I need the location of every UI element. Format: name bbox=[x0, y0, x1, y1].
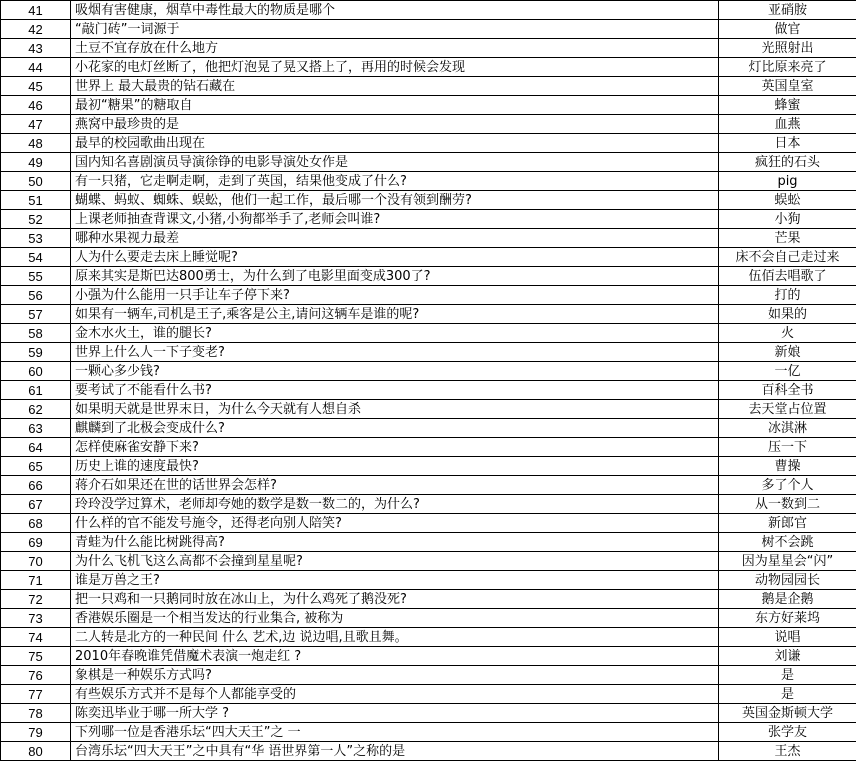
table-row bbox=[1, 134, 856, 153]
question-cell[interactable]: 如果明天就是世界末日，为什么今天就有人想自杀 bbox=[71, 400, 719, 419]
answer-cell[interactable]: 蜂蜜 bbox=[719, 96, 856, 115]
table-row bbox=[1, 305, 856, 324]
table-row bbox=[1, 96, 856, 115]
table-row bbox=[1, 362, 856, 381]
question-cell[interactable]: “敲门砖”一词源于 bbox=[71, 20, 719, 39]
row-number-cell[interactable]: 75 bbox=[1, 647, 71, 666]
question-cell[interactable]: 下列哪一位是香港乐坛“四大天王”之 一 bbox=[71, 723, 719, 742]
question-cell[interactable]: 2010年春晚谁凭借魔术表演一炮走红 ? bbox=[71, 647, 719, 666]
question-cell[interactable]: 谁是万兽之王? bbox=[71, 571, 719, 590]
table-row bbox=[1, 58, 856, 77]
answer-cell[interactable]: 疯狂的石头 bbox=[719, 153, 856, 172]
row-number-cell[interactable]: 41 bbox=[1, 1, 71, 20]
question-cell[interactable]: 一颗心多少钱? bbox=[71, 362, 719, 381]
answer-cell[interactable]: 压一下 bbox=[719, 438, 856, 457]
row-number-cell[interactable]: 66 bbox=[1, 476, 71, 495]
answer-cell[interactable]: 做官 bbox=[719, 20, 856, 39]
answer-cell[interactable]: 芒果 bbox=[719, 229, 856, 248]
table-row bbox=[1, 495, 856, 514]
row-number-cell[interactable]: 56 bbox=[1, 286, 71, 305]
answer-cell[interactable]: 如果的 bbox=[719, 305, 856, 324]
question-cell[interactable]: 吸烟有害健康，烟草中毒性最大的物质是哪个 bbox=[71, 1, 719, 20]
row-number-cell[interactable]: 48 bbox=[1, 134, 71, 153]
answer-cell[interactable]: 张学友 bbox=[719, 723, 856, 742]
question-cell[interactable]: 蝴蝶、蚂蚁、蜘蛛、蜈蚣，他们一起工作，最后哪一个没有领到酬劳? bbox=[71, 191, 719, 210]
table-row bbox=[1, 609, 856, 628]
table-row bbox=[1, 400, 856, 419]
row-number-cell[interactable]: 47 bbox=[1, 115, 71, 134]
table-row bbox=[1, 590, 856, 609]
answer-cell[interactable]: 冰淇淋 bbox=[719, 419, 856, 438]
row-number-cell[interactable]: 52 bbox=[1, 210, 71, 229]
answer-cell[interactable]: 王杰 bbox=[719, 742, 856, 761]
table-row bbox=[1, 267, 856, 286]
row-number-cell[interactable]: 50 bbox=[1, 172, 71, 191]
question-cell[interactable]: 土豆不宜存放在什么地方 bbox=[71, 39, 719, 58]
question-cell[interactable]: 二人转是北方的一种民间 什么 艺术,边 说边唱,且歌且舞。 bbox=[71, 628, 719, 647]
row-number-cell[interactable]: 44 bbox=[1, 58, 71, 77]
question-cell[interactable]: 燕窝中最珍贵的是 bbox=[71, 115, 719, 134]
table-row bbox=[1, 191, 856, 210]
answer-cell[interactable]: 新郎官 bbox=[719, 514, 856, 533]
answer-cell[interactable]: 一亿 bbox=[719, 362, 856, 381]
table-row bbox=[1, 286, 856, 305]
question-cell[interactable]: 小强为什么能用一只手让车子停下来? bbox=[71, 286, 719, 305]
question-cell[interactable]: 青蛙为什么能比树跳得高? bbox=[71, 533, 719, 552]
answer-cell[interactable]: 动物园园长 bbox=[719, 571, 856, 590]
answer-cell[interactable]: 是 bbox=[719, 685, 856, 704]
row-number-cell[interactable]: 73 bbox=[1, 609, 71, 628]
answer-cell[interactable]: 小狗 bbox=[719, 210, 856, 229]
row-number-cell[interactable]: 77 bbox=[1, 685, 71, 704]
question-cell[interactable]: 最早的校园歌曲出现在 bbox=[71, 134, 719, 153]
table-row bbox=[1, 115, 856, 134]
row-number-cell[interactable]: 79 bbox=[1, 723, 71, 742]
row-number-cell[interactable]: 74 bbox=[1, 628, 71, 647]
answer-cell[interactable]: 光照射出 bbox=[719, 39, 856, 58]
question-cell[interactable]: 象棋是一种娱乐方式吗? bbox=[71, 666, 719, 685]
answer-cell[interactable]: 英国金斯顿大学 bbox=[719, 704, 856, 723]
row-number-cell[interactable]: 71 bbox=[1, 571, 71, 590]
answer-cell[interactable]: 树不会跳 bbox=[719, 533, 856, 552]
answer-cell[interactable]: 百科全书 bbox=[719, 381, 856, 400]
question-cell[interactable]: 台湾乐坛“四大天王”之中具有“华 语世界第一人”之称的是 bbox=[71, 742, 719, 761]
question-cell[interactable]: 要考试了不能看什么书? bbox=[71, 381, 719, 400]
question-cell[interactable]: 小花家的电灯丝断了，他把灯泡晃了晃又搭上了，再用的时候会发现 bbox=[71, 58, 719, 77]
row-number-cell[interactable]: 64 bbox=[1, 438, 71, 457]
answer-cell[interactable]: 日本 bbox=[719, 134, 856, 153]
question-cell[interactable]: 金木水火土，谁的腿长? bbox=[71, 324, 719, 343]
row-number-cell[interactable]: 69 bbox=[1, 533, 71, 552]
answer-cell[interactable]: 蜈蚣 bbox=[719, 191, 856, 210]
row-number-cell[interactable]: 43 bbox=[1, 39, 71, 58]
question-cell[interactable]: 有些娱乐方式并不是每个人都能享受的 bbox=[71, 685, 719, 704]
table-row bbox=[1, 685, 856, 704]
question-cell[interactable]: 历史上谁的速度最快? bbox=[71, 457, 719, 476]
row-number-cell[interactable]: 62 bbox=[1, 400, 71, 419]
question-cell[interactable]: 最初“糖果”的糖取自 bbox=[71, 96, 719, 115]
table-row bbox=[1, 742, 856, 761]
row-number-cell[interactable]: 63 bbox=[1, 419, 71, 438]
row-number-cell[interactable]: 53 bbox=[1, 229, 71, 248]
question-cell[interactable]: 有一只猪，它走啊走啊，走到了英国，结果他变成了什么? bbox=[71, 172, 719, 191]
row-number-cell[interactable]: 54 bbox=[1, 248, 71, 267]
table-row bbox=[1, 153, 856, 172]
question-cell[interactable]: 世界上什么人一下子变老? bbox=[71, 343, 719, 362]
question-cell[interactable]: 上课老师抽查背课文,小猪,小狗都举手了,老师会叫谁? bbox=[71, 210, 719, 229]
answer-cell[interactable]: 东方好莱坞 bbox=[719, 609, 856, 628]
question-cell[interactable]: 如果有一辆车,司机是王子,乘客是公主,请问这辆车是谁的呢? bbox=[71, 305, 719, 324]
answer-cell[interactable]: 因为星星会“闪” bbox=[719, 552, 856, 571]
row-number-cell[interactable]: 65 bbox=[1, 457, 71, 476]
table-row bbox=[1, 571, 856, 590]
table-row bbox=[1, 343, 856, 362]
answer-cell[interactable]: 灯比原来亮了 bbox=[719, 58, 856, 77]
answer-cell[interactable]: 从一数到二 bbox=[719, 495, 856, 514]
question-cell[interactable]: 什么样的官不能发号施令，还得老向别人陪笑? bbox=[71, 514, 719, 533]
table-row bbox=[1, 381, 856, 400]
table-row bbox=[1, 77, 856, 96]
question-cell[interactable]: 国内知名喜剧演员导演徐铮的电影导演处女作是 bbox=[71, 153, 719, 172]
row-number-cell[interactable]: 45 bbox=[1, 77, 71, 96]
table-row bbox=[1, 647, 856, 666]
row-number-cell[interactable]: 67 bbox=[1, 495, 71, 514]
answer-cell[interactable]: 说唱 bbox=[719, 628, 856, 647]
answer-cell[interactable]: 伍佰去唱歌了 bbox=[719, 267, 856, 286]
table-row bbox=[1, 723, 856, 742]
row-number-cell[interactable]: 60 bbox=[1, 362, 71, 381]
row-number-cell[interactable]: 72 bbox=[1, 590, 71, 609]
row-number-cell[interactable]: 49 bbox=[1, 153, 71, 172]
question-cell[interactable]: 把一只鸡和一只鹅同时放在冰山上，为什么鸡死了鹅没死? bbox=[71, 590, 719, 609]
question-cell[interactable]: 原来其实是斯巴达800勇士，为什么到了电影里面变成300了? bbox=[71, 267, 719, 286]
question-cell[interactable]: 陈奕迅毕业于哪一所大学 ? bbox=[71, 704, 719, 723]
row-number-cell[interactable]: 68 bbox=[1, 514, 71, 533]
answer-cell[interactable]: 刘谦 bbox=[719, 647, 856, 666]
answer-cell[interactable]: 火 bbox=[719, 324, 856, 343]
table-row bbox=[1, 704, 856, 723]
answer-cell[interactable]: 亚硝胺 bbox=[719, 1, 856, 20]
row-number-cell[interactable]: 61 bbox=[1, 381, 71, 400]
question-cell[interactable]: 世界上 最大最贵的钻石藏在 bbox=[71, 77, 719, 96]
question-cell[interactable]: 怎样使麻雀安静下来? bbox=[71, 438, 719, 457]
table-row bbox=[1, 324, 856, 343]
question-cell[interactable]: 麒麟到了北极会变成什么? bbox=[71, 419, 719, 438]
answer-cell[interactable]: 英国皇室 bbox=[719, 77, 856, 96]
row-number-cell[interactable]: 80 bbox=[1, 742, 71, 761]
table-row bbox=[1, 419, 856, 438]
question-cell[interactable]: 为什么飞机飞这么高都不会撞到星星呢? bbox=[71, 552, 719, 571]
answer-cell[interactable]: 曹操 bbox=[719, 457, 856, 476]
question-cell[interactable]: 人为什么要走去床上睡觉呢? bbox=[71, 248, 719, 267]
quiz-table-body bbox=[1, 1, 856, 761]
row-number-cell[interactable]: 42 bbox=[1, 20, 71, 39]
table-row bbox=[1, 666, 856, 685]
answer-cell[interactable]: 打的 bbox=[719, 286, 856, 305]
row-number-cell[interactable]: 58 bbox=[1, 324, 71, 343]
answer-cell[interactable]: 床不会自己走过来 bbox=[719, 248, 856, 267]
question-cell[interactable]: 香港娱乐圈是一个相当发达的行业集合, 被称为 bbox=[71, 609, 719, 628]
question-cell[interactable]: 玲玲没学过算术，老师却夸她的数学是数一数二的，为什么? bbox=[71, 495, 719, 514]
table-row bbox=[1, 514, 856, 533]
table-row bbox=[1, 248, 856, 267]
row-number-cell[interactable]: 59 bbox=[1, 343, 71, 362]
answer-cell[interactable]: 多了个人 bbox=[719, 476, 856, 495]
table-row bbox=[1, 210, 856, 229]
answer-cell[interactable]: pig bbox=[719, 172, 856, 191]
row-number-cell[interactable]: 55 bbox=[1, 267, 71, 286]
table-row bbox=[1, 457, 856, 476]
answer-cell[interactable]: 去天堂占位置 bbox=[719, 400, 856, 419]
row-number-cell[interactable]: 70 bbox=[1, 552, 71, 571]
table-row bbox=[1, 229, 856, 248]
row-number-cell[interactable]: 76 bbox=[1, 666, 71, 685]
table-row bbox=[1, 533, 856, 552]
row-number-cell[interactable]: 51 bbox=[1, 191, 71, 210]
question-cell[interactable]: 哪种水果视力最差 bbox=[71, 229, 719, 248]
table-row bbox=[1, 438, 856, 457]
answer-cell[interactable]: 是 bbox=[719, 666, 856, 685]
answer-cell[interactable]: 血燕 bbox=[719, 115, 856, 134]
question-cell[interactable]: 蒋介石如果还在世的话世界会怎样? bbox=[71, 476, 719, 495]
row-number-cell[interactable]: 78 bbox=[1, 704, 71, 723]
table-row bbox=[1, 39, 856, 58]
row-number-cell[interactable]: 46 bbox=[1, 96, 71, 115]
table-row bbox=[1, 172, 856, 191]
table-row bbox=[1, 628, 856, 647]
row-number-cell[interactable]: 57 bbox=[1, 305, 71, 324]
table-row bbox=[1, 1, 856, 20]
answer-cell[interactable]: 新娘 bbox=[719, 343, 856, 362]
table-row bbox=[1, 552, 856, 571]
answer-cell[interactable]: 鹅是企鹅 bbox=[719, 590, 856, 609]
table-row bbox=[1, 476, 856, 495]
table-row bbox=[1, 20, 856, 39]
